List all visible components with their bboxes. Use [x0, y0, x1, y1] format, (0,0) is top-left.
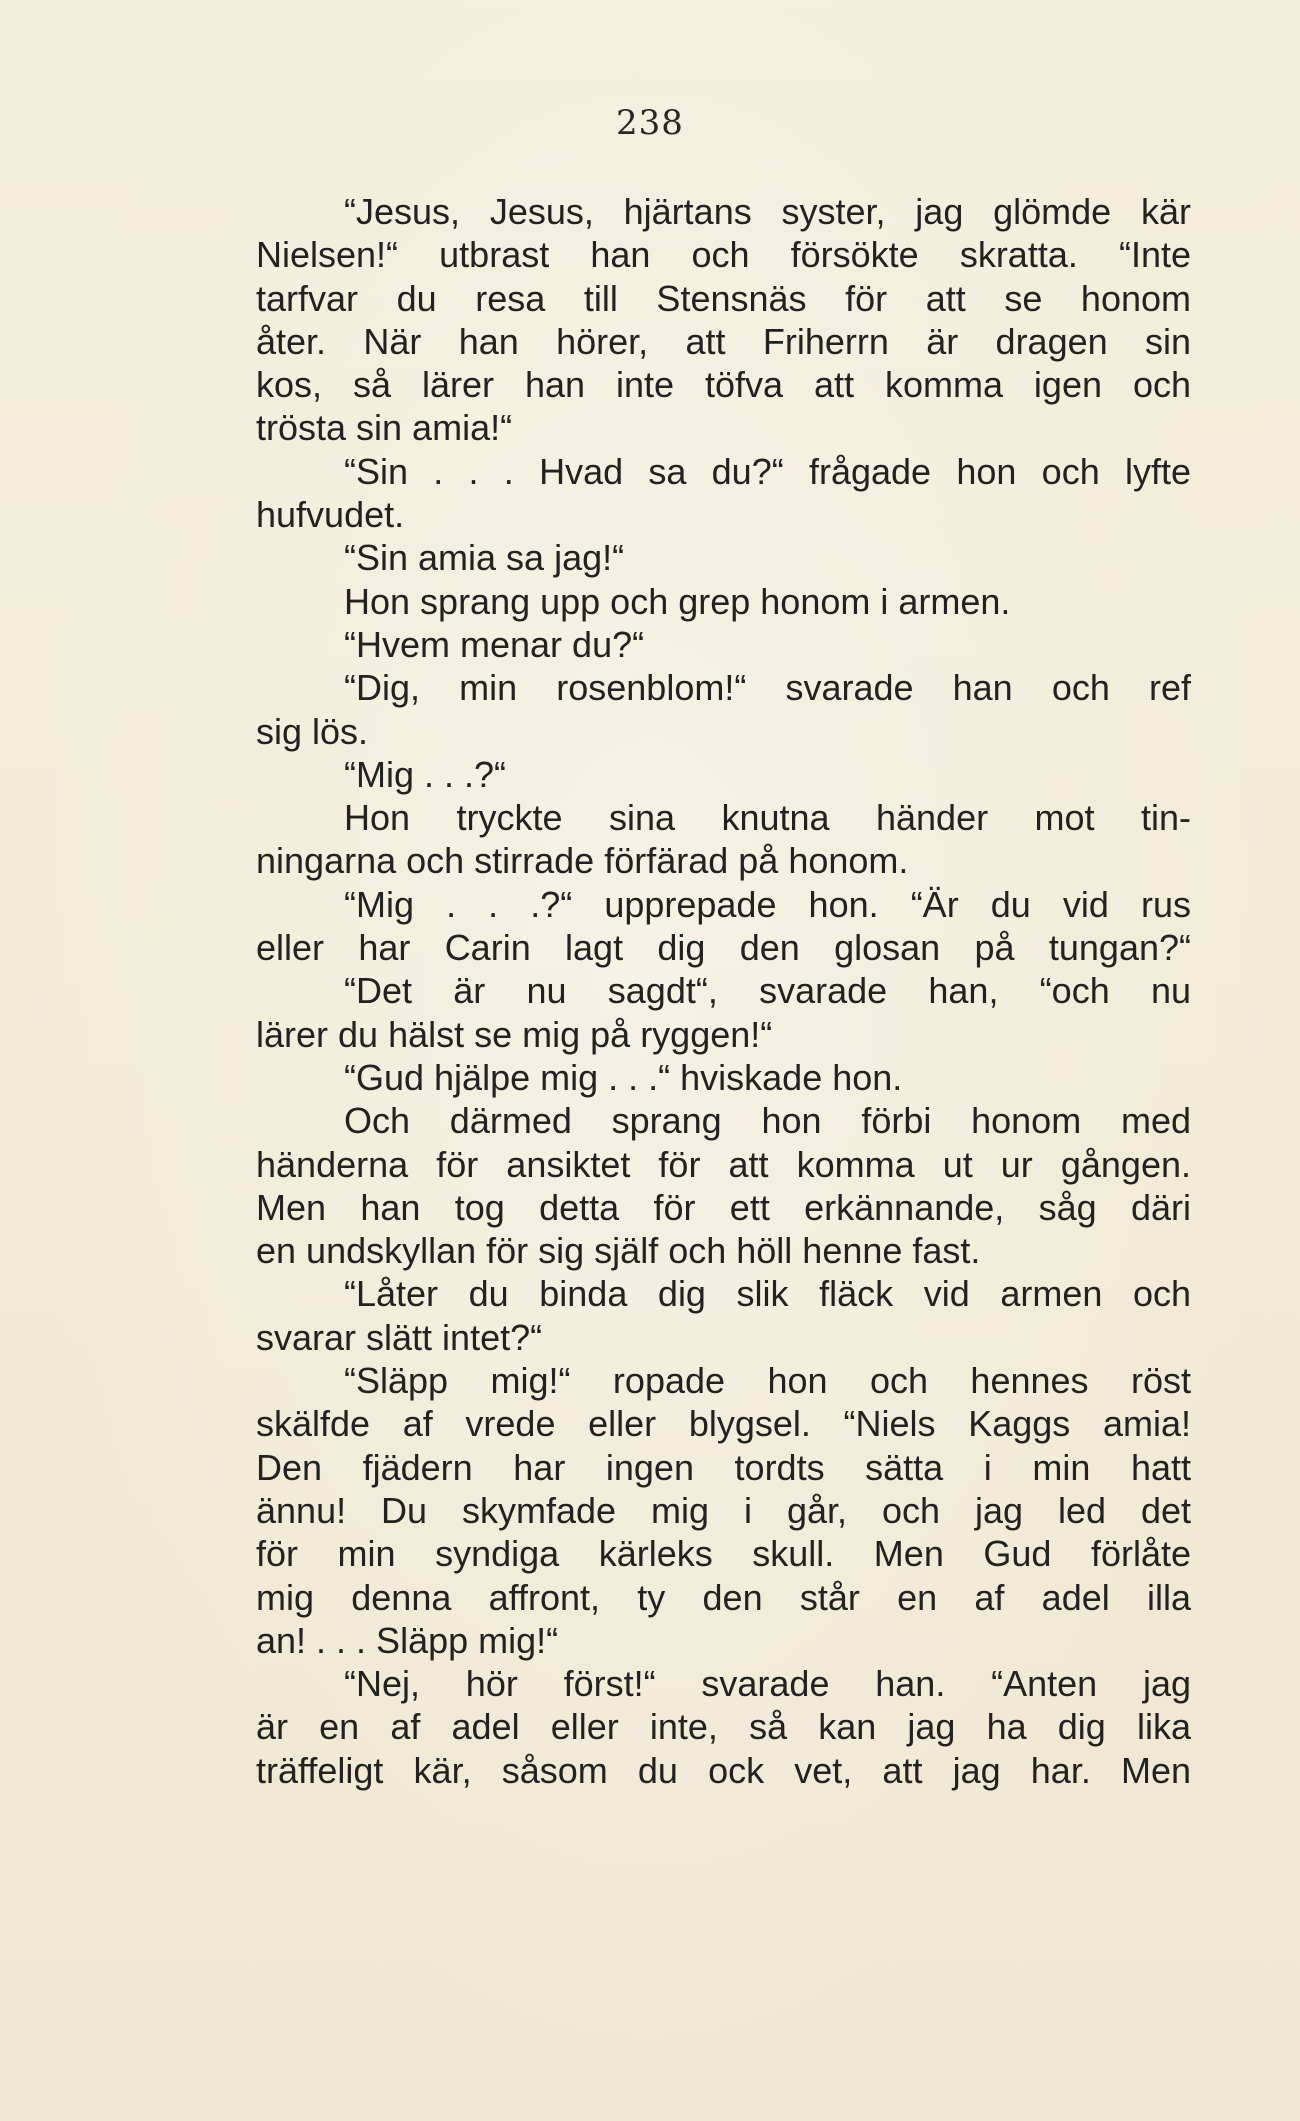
text-line: “Mig . . .?“ upprepade hon. “Är du vid rus — [344, 883, 1191, 925]
text-line: åter. När han hörer, att Friherrn är dragen sin — [256, 320, 1191, 362]
text-line: “Mig . . .?“ — [344, 753, 507, 795]
text-line: händerna för ansiktet för att komma ut ur gången. — [256, 1143, 1191, 1185]
body-text — [256, 190, 1191, 1792]
text-line: är en af adel eller inte, så kan jag ha dig lika — [256, 1706, 1191, 1748]
page-number: 238 — [616, 103, 684, 143]
text-line: mig denna affront, ty den står en af adel illa — [256, 1576, 1191, 1618]
text-line: en undskyllan för sig själf och höll henne fast. — [256, 1230, 981, 1272]
text-line: tarfvar du resa till Stensnäs för att se honom — [256, 277, 1191, 319]
text-line: Hon tryckte sina knutna händer mot tin- — [344, 797, 1191, 839]
text-line: an! . . . Släpp mig!“ — [256, 1619, 559, 1661]
text-line: “Släpp mig!“ ropade hon och hennes röst — [344, 1360, 1191, 1402]
text-line: eller har Carin lagt dig den glosan på tungan?“ — [256, 927, 1191, 969]
text-line: träffeligt kär, såsom du ock vet, att jag har. Men — [256, 1749, 1191, 1791]
text-line: “Jesus, Jesus, hjärtans syster, jag glömde kär — [344, 191, 1191, 232]
text-line: för min syndiga kärleks skull. Men Gud förlåte — [256, 1533, 1191, 1575]
text-line: skälfde af vrede eller blygsel. “Niels Kaggs amia! — [256, 1403, 1191, 1445]
text-line: “Låter du binda dig slik fläck vid armen och — [344, 1273, 1191, 1315]
text-line: “Sin amia sa jag!“ — [344, 537, 625, 579]
text-line: “Hvem menar du?“ — [344, 623, 645, 665]
text-line: Nielsen!“ utbrast han och försökte skratta. “Inte — [256, 234, 1191, 276]
text-line: svarar slätt intet?“ — [256, 1316, 543, 1358]
text-line: “Det är nu sagdt“, svarade han, “och nu — [344, 970, 1191, 1012]
text-line: “Gud hjälpe mig . . .“ hviskade hon. — [344, 1056, 903, 1098]
text-line: “Dig, min rosenblom!“ svarade han och ref — [344, 667, 1191, 709]
text-line: Hon sprang upp och grep honom i armen. — [344, 580, 1011, 622]
text-line: hufvudet. — [256, 494, 405, 536]
text-line: “Nej, hör först!“ svarade han. “Anten jag — [344, 1663, 1191, 1705]
text-line: lärer du hälst se mig på ryggen!“ — [256, 1013, 773, 1055]
text-line: ännu! Du skymfade mig i går, och jag led det — [256, 1489, 1191, 1531]
text-line: Den fjädern har ingen tordts sätta i min hatt — [256, 1446, 1191, 1488]
text-line: sig lös. — [256, 710, 369, 752]
text-line: trösta sin amia!“ — [256, 407, 513, 449]
text-line: Men han tog detta för ett erkännande, såg däri — [256, 1186, 1191, 1228]
text-line: ningarna och stirrade förfärad på honom. — [256, 840, 909, 882]
text-line: “Sin . . . Hvad sa du?“ frågade hon och lyfte — [344, 450, 1191, 492]
text-line: Och därmed sprang hon förbi honom med — [344, 1100, 1191, 1142]
text-line: kos, så lärer han inte töfva att komma igen och — [256, 364, 1191, 406]
